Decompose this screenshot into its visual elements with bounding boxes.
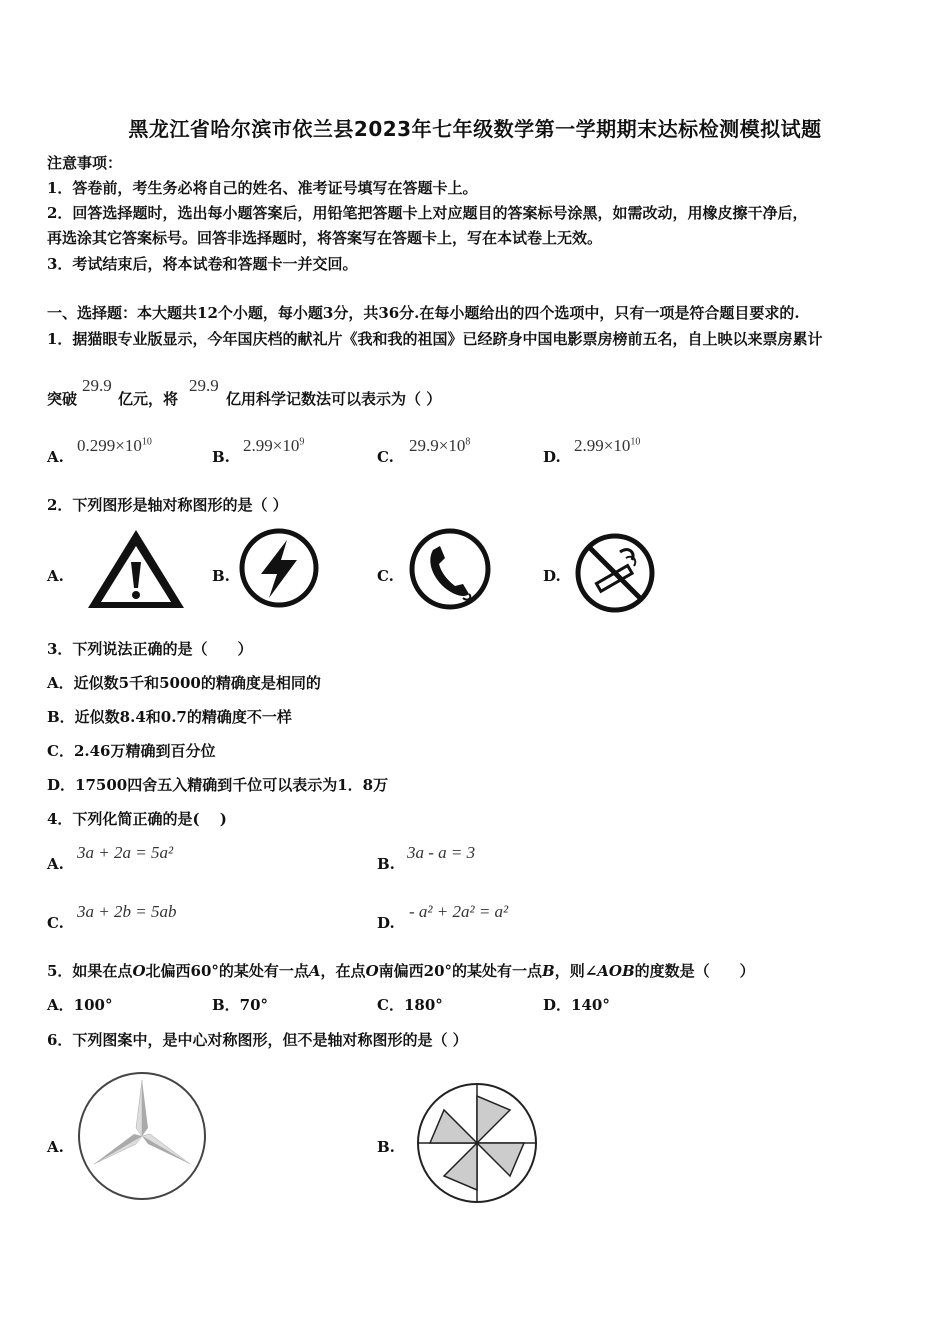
q5-option: B．70° [212, 996, 269, 1014]
q5-option: C．180° [377, 996, 443, 1014]
q3-option: B．近似数8.4和0.7的精确度不一样 [47, 708, 292, 726]
q5-option: D．140° [543, 996, 610, 1014]
q1-option-value: $29.9\times 10^8$ [409, 436, 471, 455]
q1-stem-part: 突破 [47, 390, 78, 408]
q1-option-value: $2.99\times 10^{10}$ [574, 436, 641, 455]
q6-stem: 6．下列图案中，是中心对称图形，但不是轴对称图形的是（ ） [47, 1031, 468, 1049]
q4-option-label: D. [377, 914, 395, 932]
q4-option-expr: 3a + 2a = 5a² [77, 843, 174, 862]
lightning-circle-icon [237, 526, 321, 610]
q2-option-label: B. [212, 567, 230, 585]
q4-option-label: C. [47, 914, 64, 932]
q1-option-value: $0.299\times 10^{10}$ [77, 436, 152, 455]
page-title: 黑龙江省哈尔滨市依兰县2023年七年级数学第一学期期末达标检测模拟试题 [128, 117, 822, 141]
three-pointed-star-icon [76, 1070, 208, 1202]
q1-option-label: D. [543, 448, 561, 466]
q6-option-label: B. [377, 1138, 395, 1156]
q2-option-label: D. [543, 567, 561, 585]
warning-icon [84, 526, 188, 612]
q1-stem-part: 亿用科学记数法可以表示为（ ） [226, 390, 442, 408]
q1-option-label: B. [212, 448, 230, 466]
q5-option: A．100° [47, 996, 113, 1014]
q3-option: A．近似数5千和5000的精确度是相同的 [47, 674, 321, 692]
q1-option-label: A. [47, 448, 64, 466]
q4-option-expr: - a² + 2a² = a² [409, 902, 509, 921]
notice-item: 1．答卷前，考生务必将自己的姓名、准考证号填写在答题卡上。 [47, 179, 478, 197]
q4-option-expr: 3a - a = 3 [407, 843, 476, 862]
q3-stem: 3．下列说法正确的是（ ） [47, 640, 253, 658]
q1-number: 29.9 [82, 376, 112, 395]
q1-option-value: $2.99\times 10^9$ [243, 436, 305, 455]
phone-circle-icon [407, 526, 493, 612]
q4-option-expr: 3a + 2b = 5ab [77, 902, 177, 921]
q1-option-label: C. [377, 448, 394, 466]
q5-stem: 5．如果在点O北偏西60°的某处有一点A，在点O南偏西20°的某处有一点B，则∠AOB的度数是（ ） [47, 962, 755, 980]
section-heading: 一、选择题：本大题共12个小题，每小题3分，共36分.在每小题给出的四个选项中，只有一项是符合题目要求的. [47, 304, 800, 322]
notice-item: 2．回答选择题时，选出每小题答案后，用铅笔把答题卡上对应题目的答案标号涂黑，如需改动，用橡皮擦干净后， [47, 204, 808, 222]
no-smoking-icon [572, 530, 658, 616]
notice-heading: 注意事项： [47, 154, 123, 172]
q1-stem-part: 亿元，将 [118, 390, 179, 408]
q3-option: C．2.46万精确到百分位 [47, 742, 216, 760]
q4-option-label: B. [377, 855, 395, 873]
q1-number: 29.9 [189, 376, 219, 395]
q2-stem: 2．下列图形是轴对称图形的是（ ） [47, 496, 288, 514]
q6-option-label: A. [47, 1138, 64, 1156]
q4-stem: 4．下列化简正确的是( ) [47, 810, 227, 828]
q1-stem: 1．据猫眼专业版显示，今年国庆档的献礼片《我和我的祖国》已经跻身中国电影票房榜前五名，自上映以来票房累计 [47, 330, 823, 348]
q3-option: D．17500四舍五入精确到千位可以表示为1．8万 [47, 776, 389, 794]
q2-option-label: A. [47, 567, 64, 585]
q4-option-label: A. [47, 855, 64, 873]
pinwheel-icon [414, 1080, 540, 1206]
q2-option-label: C. [377, 567, 394, 585]
notice-item: 3．考试结束后，将本试卷和答题卡一并交回。 [47, 255, 358, 273]
notice-item: 再选涂其它答案标号。回答非选择题时，将答案写在答题卡上，写在本试卷上无效。 [47, 229, 603, 247]
